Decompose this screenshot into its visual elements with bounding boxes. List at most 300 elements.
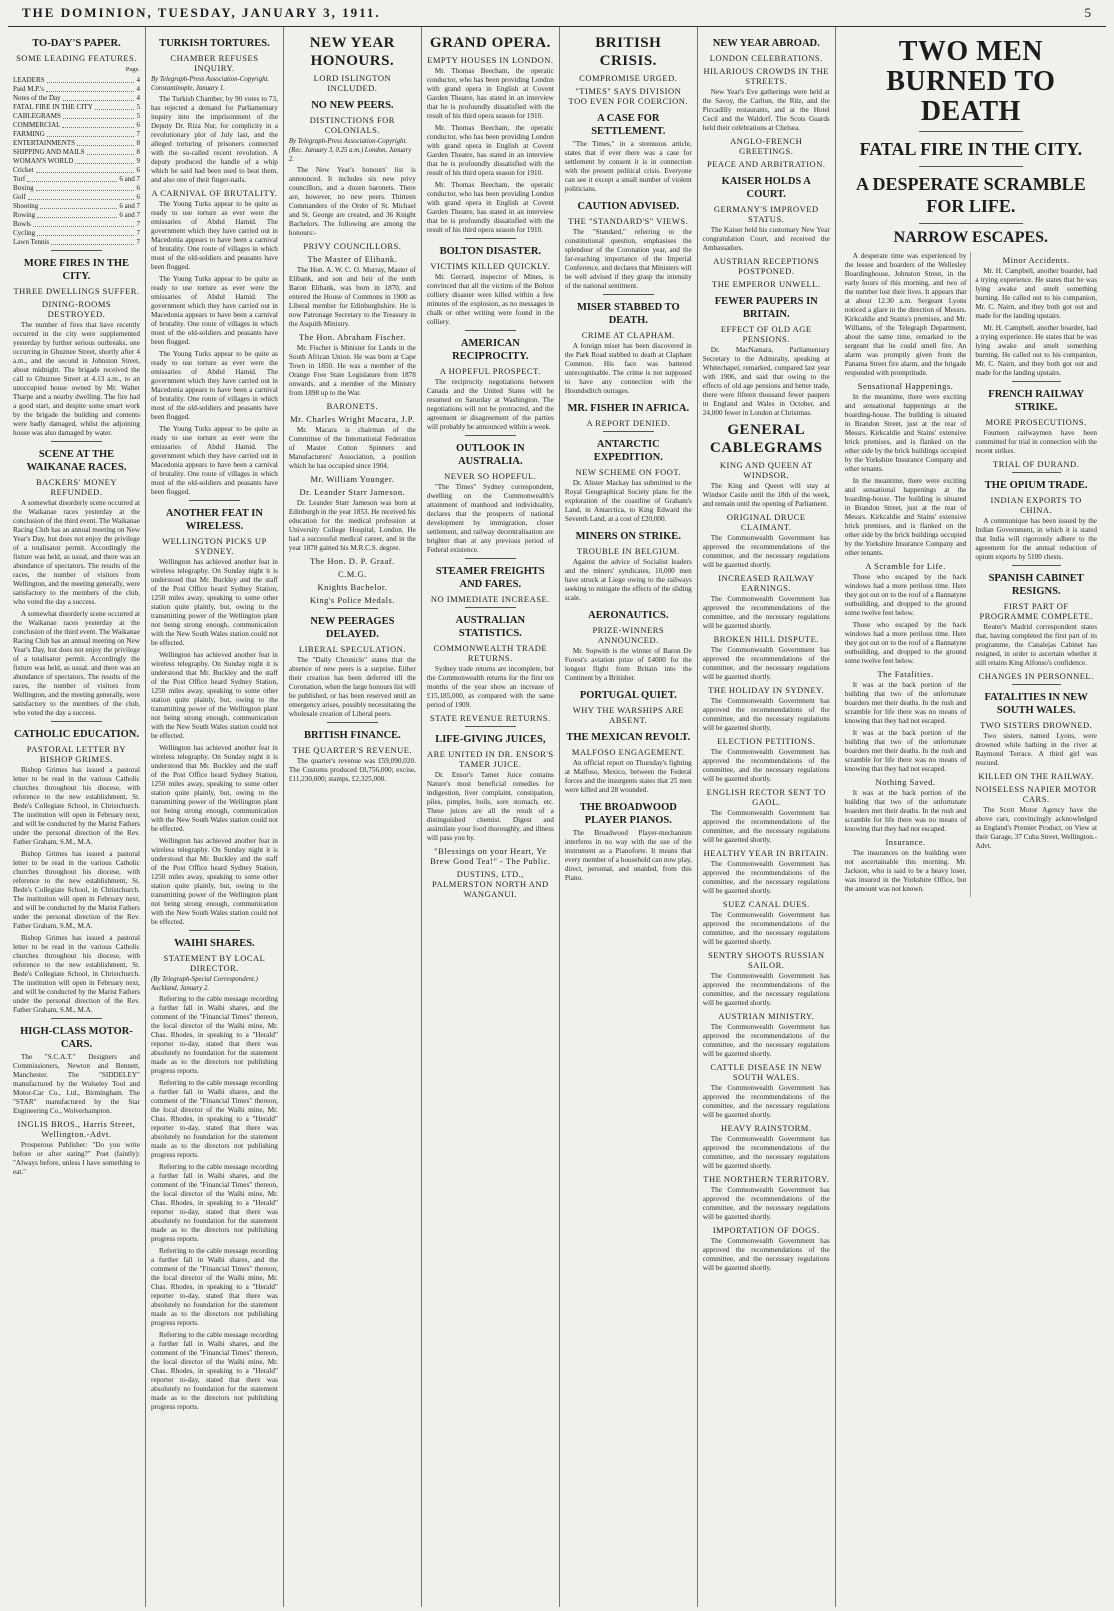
index-item-label: Golf <box>13 193 26 201</box>
cable-items <box>703 512 830 1273</box>
index-item <box>13 85 140 94</box>
fisher-title: MR. FISHER IN AFRICA. <box>567 403 690 414</box>
caution-body: The "Standard," referring to the constitutional question, emphasises the splendour of the Coronation year, and the far-reaching importance of the Imperial Conference, and declares that Ministers will be well advised if they grasp the intensity of the national sentiment. <box>564 228 692 290</box>
strike-body: Fourteen railwaymen have been committed for trial in connection with the recent strikes. <box>975 429 1097 455</box>
index-item-page: 6 <box>136 166 140 174</box>
catholic-body-2: Bishop Grimes has issued a pastoral letter to be read in the various Catholic churches throughout his diocese, with reference to the new establishment, St. Bede's Collegiate School, in Christchurch. The institution will open in February next, and will be conducted by the Marist Fathers under the personal direction of the Rev. Father Graham, S.M., M.A. <box>13 850 140 930</box>
cable-item-body: The Commonwealth Government has approved the recommendations of the committee, and the necessary regulations will be gazetted shortly. <box>702 1135 830 1170</box>
index-item <box>13 94 140 103</box>
peerages-body: The "Daily Chronicle" states that the absence of new peers is a surprise. Either their creation has been deferred till the Coronation, when the large honours list will be published, or has been reserved until an emergency arises, possibly necessitating the wholesale creation of Liberal peers. <box>288 656 416 718</box>
miser-sub: CRIME AT CLAPHAM. <box>581 330 675 340</box>
cable-item-body: The Commonwealth Government has approved the recommendations of the committee, and the necessary regulations will be gazetted shortly. <box>702 1237 830 1272</box>
index-dots <box>87 148 135 155</box>
masthead-title: THE DOMINION, TUESDAY, JANUARY 3, 1911. <box>22 5 381 20</box>
divider <box>465 726 516 727</box>
divider <box>189 500 240 501</box>
cable-item-heading: SUEZ CANAL DUES. <box>722 899 810 909</box>
honours-sub1: LORD ISLINGTON INCLUDED. <box>313 73 392 93</box>
index-item-page: 5 <box>136 112 140 120</box>
index-item <box>13 76 140 85</box>
fire-story-right <box>970 252 1101 897</box>
wireless-title: ANOTHER FEAT IN WIRELESS. <box>165 508 263 532</box>
fischer-body: Mr. Fischer is Minister for Lands in the South African Union. He was born at Cape Town in 1850. He was a member of the Orange Free State Legislature from 1878 onwards, and a member of the Ministry from 1898 up to the War. <box>288 344 416 397</box>
honours-sub2: NO NEW PEERS. <box>311 100 394 111</box>
columns <box>8 27 1106 1607</box>
divider <box>1012 565 1061 566</box>
motor-sign: INGLIS BROS., Harris Street, Wellington.-Advt. <box>17 1119 136 1139</box>
index-dots <box>62 121 134 128</box>
mexican-sub: MALFOSO ENGAGEMENT. <box>571 747 685 757</box>
finance-title: BRITISH FINANCE. <box>303 730 401 741</box>
fire-headline: TWO MEN BURNED TO DEATH <box>886 36 1056 127</box>
index-item-page: 8 <box>136 148 140 156</box>
general-body: The King and Queen will stay at Windsor Castle until the 18th of the week, and remain until the opening of Parliament. <box>702 482 830 508</box>
index-dots <box>63 94 135 101</box>
column-3 <box>284 27 422 1607</box>
miners-sub: TROUBLE IN BELGIUM. <box>576 546 680 556</box>
column-4 <box>422 27 560 1607</box>
page-number: 5 <box>1084 5 1092 20</box>
fire-body-f: The insurances on the building were not ascertainable this morning. Mr. Jackson, who is said to be a heavy loser, was insured in the Yorkshire Office, but the amount was not known. <box>844 849 967 893</box>
turkish-sub: CHAMBER REFUSES INQUIRY. <box>170 53 259 73</box>
index-dots <box>37 211 117 218</box>
minor-heading: Minor Accidents. <box>1002 255 1070 265</box>
index-dots <box>37 229 134 236</box>
index-item-label: Bowls <box>13 220 31 228</box>
divider <box>1012 684 1061 685</box>
todays-paper-title: TO-DAY'S PAPER. <box>32 38 121 49</box>
index-item-label: Shooting <box>13 202 39 210</box>
index-item <box>13 130 140 139</box>
kaiser-body: The Kaiser held his customary New Year congratulation Court, and received the Ambassadors. <box>702 226 830 252</box>
divider <box>603 431 654 432</box>
waihi-sub: STATEMENT BY LOCAL DIRECTOR. <box>163 953 266 973</box>
index-item-label: FATAL FIRE IN THE CITY <box>13 103 93 111</box>
index-dots <box>33 220 135 227</box>
index-item-label: Turf <box>13 175 26 183</box>
spanish-sub: FIRST PART OF PROGRAMME COMPLETE. <box>979 601 1093 621</box>
column-7 <box>836 27 1106 1607</box>
fire-story-columns <box>841 252 1101 897</box>
caution-sub: THE "STANDARD'S" VIEWS. <box>568 216 689 226</box>
fire-body-d: It was at the back portion of the building that two of the unfortunate boarders met their deaths. In the rush and scramble for life there was no means of knowing that they had not escaped. <box>844 681 967 725</box>
opera-body: Mr. Thomas Beecham, the operatic conductor, who has been providing London with grand opera in English at Covent Garden Theatre, has stated in an interview that he is profoundly dissatisfied with the result of his third opera season for 1910. <box>426 67 554 120</box>
cable-item-heading: BROKEN HILL DISPUTE. <box>713 634 819 644</box>
index-item-page: 4 <box>136 94 140 102</box>
newyear-sub2: HILARIOUS CROWDS IN THE STREETS. <box>703 66 829 86</box>
divider <box>919 131 1023 132</box>
waihi-byline: (By Telegraph-Special Correspondent.) Auckland, January 2. <box>150 976 258 992</box>
miser-title: MISER STABBED TO DEATH. <box>576 302 680 326</box>
index-item-label: COMMERCIAL <box>13 121 61 129</box>
napier-body: The Scott Motor Agency have the above cars, convincingly acknowledged as England's Premier Product, on View at their Garage, 37 Cuba Street, Wellington.-Advt. <box>975 806 1097 850</box>
catholic-sub: PASTORAL LETTER BY BISHOP GRIMES. <box>26 744 127 764</box>
divider <box>327 608 378 609</box>
victims-heading: The Fatalities. <box>877 669 934 679</box>
portugal-sub: WHY THE WARSHIPS ARE ABSENT. <box>572 705 684 725</box>
stats-sub: COMMONWEALTH TRADE RETURNS. <box>433 643 548 663</box>
index-item-page: 6 and 7 <box>119 211 140 219</box>
index-item <box>13 112 140 121</box>
wireless-body-4: Wellington has achieved another feat in wireless telegraphy. On Sunday night it is understood that Mr. Buckley and the staff of the Post Office heard Sydney Station, 1250 miles away, speaking to some other station quite plainly, but, owing to the transmitting power of the Wellington plant not being strong enough, communication with the New South Wales station could not be effected. <box>150 837 278 926</box>
races-sub: BACKERS' MONEY REFUNDED. <box>35 477 117 497</box>
honours-byline: By Telegraph-Press Association-Copyright. (Rec. January 3, 0.25 a.m.) London, January 2. <box>288 138 412 163</box>
austria-title: AUSTRIAN RECEPTIONS POSTPONED. <box>713 256 820 276</box>
stats-body: Sydney trade returns are incomplete, but the Commonwealth returns for the first ten months of the year show an increase of £15,185,000, as compared with the same period of 1909. <box>426 665 554 709</box>
finance-body: The quarter's revenue was £59,090,020. The Customs produced £8,756,000; excise, £11,230,000; stamps, £2,325,000. <box>288 757 416 783</box>
divider <box>51 441 102 442</box>
finance-sub: THE QUARTER'S REVENUE. <box>292 745 413 755</box>
index-item-page: 7 <box>136 238 140 246</box>
greetings-title: ANGLO-FRENCH GREETINGS. <box>730 136 803 156</box>
index-item-page: 7 <box>136 229 140 237</box>
fire-sub3: NARROW ESCAPES. <box>893 229 1049 246</box>
revenue-sub: STATE REVENUE RETURNS. <box>430 713 551 723</box>
bolton-title: BOLTON DISASTER. <box>439 246 542 257</box>
catholic-body: Bishop Grimes has issued a pastoral letter to be read in the various Catholic churches throughout his diocese, with reference to the new establishment, St. Bede's Collegiate School, in Christchurch. The institution will open in February next, and will be conducted by the Marist Fathers under the personal direction of the Rev. Father Graham, S.M., M.A. <box>13 766 140 846</box>
races-title: SCENE AT THE WAIKANAE RACES. <box>26 449 127 473</box>
bolton-body: Mr. Gerrard, inspector of Mines, is convinced that all the victims of the Bolton colliery disaster were killed within a few minutes of the explosion, as no messages in chalk or other writing were found in the colliery. <box>426 273 554 326</box>
cable-item-body: The Commonwealth Government has approved the recommendations of the committee, and the necessary regulations will be gazetted shortly. <box>702 972 830 1007</box>
index-item-page: 8 <box>136 139 140 147</box>
opium-sub: INDIAN EXPORTS TO CHINA. <box>990 495 1082 515</box>
cable-item-heading: ENGLISH RECTOR SENT TO GAOL. <box>706 787 826 807</box>
honours-title: NEW YEAR HONOURS. <box>309 35 396 69</box>
cable-item-heading: HEALTHY YEAR IN BRITAIN. <box>703 848 829 858</box>
younger-heading: Mr. William Younger. <box>310 474 395 484</box>
general-title: GENERAL CABLEGRAMS <box>709 422 823 456</box>
crisis-body: "The Times," in a strenuous article, states that if ever there was a case for settlement by consent it is in connection with the present political crisis. Everyone can see it except a small number of violent politicians. <box>564 140 692 193</box>
miners-body: Against the advice of Socialist leaders and the miners' syndicates, 10,000 men have struck at Liege owing to the railways seeking to mitigate the effects of the sliding scale. <box>564 558 692 602</box>
spanish-title: SPANISH CABINET RESIGNS. <box>988 573 1084 597</box>
waihi-body-4: Referring to the cable message recording a further fall in Waihi shares, and the comment of the "Financial Times" thereon, the local director of the Waihi mine, Mr. Chas. Rhodes, in speaking to a "Herald" reporter to-day, stated that there was absolutely no foundation for the statement made as to the directors not publishing progress reports. <box>150 1247 278 1327</box>
antarctic-sub: NEW SCHEME ON FOOT. <box>575 467 682 477</box>
kaiser-sub: GERMANY'S IMPROVED STATUS. <box>713 204 819 224</box>
index-item <box>13 175 140 184</box>
graaf-heading: The Hon. D. P. Graaf. <box>310 556 395 566</box>
cable-item-body: The Commonwealth Government has approved the recommendations of the committee, and the necessary regulations will be gazetted shortly. <box>702 534 830 569</box>
index-dots <box>63 112 135 119</box>
cable-item-body: The Commonwealth Government has approved the recommendations of the committee, and the necessary regulations will be gazetted shortly. <box>702 809 830 844</box>
index-item-page: 9 <box>136 157 140 165</box>
juices-title: LIFE-GIVING JUICES, <box>435 734 546 745</box>
general-sub: KING AND QUEEN AT WINDSOR. <box>719 460 813 480</box>
juices-body: Dr. Ensor's Tamer Juice contains Nature's most beneficial remedies for indigestion, liver complaint, constipation, piles, pimples, boils, sore stomach, etc. These juices are all the result of a distinguished chemist. Digest and assimilate your food thoroughly, and illness will pass you by. <box>426 771 554 842</box>
fire-body-b: In the meantime, there were exciting and sensational happenings at the boarding-house. The building is situated in Brandon Street, just at the rear of Messrs. Kirkcaldie and Stains' extensive brick premises, and is flanked on the other side by the brick buildings occupied by the Yorkshire Insurance Company and other tenants. <box>844 393 967 473</box>
macara-body: Mr. Macara is chairman of the Committee of the International Federation of Master Cotton Spinners and Manufacturers' Association, a position which he has occupied since 1904. <box>288 426 416 470</box>
index-item-label: ENTERTAINMENTS <box>13 139 76 147</box>
carnival-body-3: The Young Turks appear to be quite as ready to use torture as ever were the emissaries of Abdul Hamid. The government which they have carried out in Macedonia appears to have been a carnival of brutality. One route of villages in which most of the old-soldiers and peasants have been flogged. <box>150 350 278 421</box>
cable-item-body: The Commonwealth Government has approved the recommendations of the committee, and the necessary regulations will be gazetted shortly. <box>702 911 830 946</box>
index-item-label: CABLEGRAMS <box>13 112 61 120</box>
index-item-label: SHIPPING AND MAILS <box>13 148 85 156</box>
turkish-body: The Turkish Chamber, by 90 votes to 73, has rejected a demand for Parliamentary inquiry into the imprisonment of the Deputy Dr. Riza Nur, for complicity in a revolutionary plot of July last, and the alleged torturing of prisoners connected with the so-called recent revolution. A deputy produced the handle of a whip which he said had been used to beat them, and also one of their finger-nails. <box>150 95 278 184</box>
fire-story-left <box>841 252 971 897</box>
spanish-body: Reuter's Madrid correspondent states that, having completed the first part of its programme, the Canalejas Cabinet has resigned, in order to ascertain whether it still retains King Alfonso's confidence. <box>975 623 1097 667</box>
divider <box>51 1018 102 1019</box>
column-2 <box>146 27 284 1607</box>
fire-body-a: A desperate time was experienced by the lessee and boarders of the Wellesley Boardinghouse, Johnston Street, in the early hours of this morning, and two of the number lost their lives. It appears that at about 12.30 a.m. Sergeant Lyons noticed a glare in the direction of Messrs. Kirkcaldie and Stains's premises, and Mr. Williams, of the Telegraph Department, about the same time, remarked to the sergeant that he could smell fire. An alarm was promptly given from the Panama Street fire alarm, and the brigade responded with promptitude. <box>844 252 967 377</box>
index-page-header: Page. <box>125 66 140 73</box>
index-dots <box>36 166 135 173</box>
index-item-label: Rowing <box>13 211 36 219</box>
index-item-page: 7 <box>136 130 140 138</box>
quote: Prosperous Publisher: "Do you write before or after eating?" Poet (faintly): "Always before, unless I have something to eat." <box>13 1141 140 1176</box>
wireless-body-2: Wellington has achieved another feat in wireless telegraphy. On Sunday night it is understood that Mr. Buckley and the staff of the Post Office heard Sydney Station, 1250 miles away, speaking to some other station quite plainly, but, owing to the transmitting power of the Wellington plant not being strong enough, communication with the New South Wales station could not be effected. <box>150 651 278 740</box>
cable-item-heading: ORIGINAL DRUCE CLAIMANT. <box>726 512 806 532</box>
cable-item-body: The Commonwealth Government has approved the recommendations of the committee, and the necessary regulations will be gazetted shortly. <box>702 748 830 783</box>
paupers-body: Dr. MacNamara, Parliamentary Secretary to the Admiralty, speaking at Whitechapel, remarked, compared last year with 1906, and said that owing to the effects of old age pensions and better trade, there were fifteen thousand fewer paupers in England and Wales in October, and 24,000 fewer in London at Christmas. <box>702 346 830 417</box>
wireless-body: Wellington has achieved another feat in wireless telegraphy. On Sunday night it is understood that Mr. Buckley and the staff of the Post Office heard Sydney Station, 1250 miles away, speaking to some other station quite plainly, but, owing to the transmitting power of the Wellington plant not being strong enough, communication with the New South Wales station could not be effected. <box>150 558 278 647</box>
divider <box>603 294 654 295</box>
cable-item-heading: THE HOLIDAY IN SYDNEY. <box>708 685 825 695</box>
miser-body: A foreign miser has been discovered in the Park Road stabbed to death at Clapham Common. His face was battered unrecognisable. The crime is not supposed to have any connection with the Houndsditch outrages. <box>564 342 692 395</box>
austria-sub: THE EMPEROR UNWELL. <box>712 279 821 289</box>
cable-item-heading: AUSTRIAN MINISTRY. <box>718 1011 815 1021</box>
index-item-page: 5 <box>136 103 140 111</box>
nsw-body: Two sisters, named Lyons, were drowned while bathing in the river at Raymond Terrace. A third girl was rescued. <box>975 732 1097 767</box>
carnival-title: A CARNIVAL OF BRUTALITY. <box>151 188 278 198</box>
divider <box>919 166 1023 167</box>
opera-sub: EMPTY HOUSES IN LONDON. <box>427 55 554 65</box>
privy-heading: PRIVY COUNCILLORS. <box>303 241 402 251</box>
index-item <box>13 211 140 220</box>
index-dots <box>27 175 117 182</box>
divider <box>51 721 102 722</box>
greetings-sub: PEACE AND ARBITRATION. <box>707 159 826 169</box>
fire-body-c2: Those who escaped by the back windows had a more perilous time. Here they got out on to the roof of a Bannatyne outbuilding, and dropped to the ground some twelve feet below. <box>844 621 967 665</box>
waihi-body-3: Referring to the cable message recording a further fall in Waihi shares, and the comment of the "Financial Times" thereon, the local director of the Waihi mine, Mr. Chas. Rhodes, in speaking to a "Herald" reporter to-day, stated that there was absolutely no foundation for the statement made as to the directors not publishing progress reports. <box>150 1163 278 1243</box>
divider <box>465 330 516 331</box>
fire-body-b2: In the meantime, there were exciting and sensational happenings at the boarding-house. The building is situated in Brandon Street, just at the rear of Messrs. Kirkcaldie and Stains' extensive brick premises, and is flanked on the other side by the brick buildings occupied by the Yorkshire Insurance Company and other tenants. <box>844 477 967 557</box>
reciprocity-sub: A HOPEFUL PROSPECT. <box>439 366 541 376</box>
mexican-title: THE MEXICAN REVOLT. <box>566 732 691 743</box>
turkish-title: TURKISH TORTURES. <box>159 38 270 49</box>
divider <box>189 930 240 931</box>
cable-item-body: The Commonwealth Government has approved the recommendations of the committee, and the necessary regulations will be gazetted shortly. <box>702 595 830 630</box>
crisis-sub3: A CASE FOR SETTLEMENT. <box>591 113 666 137</box>
divider <box>919 223 1023 224</box>
aero-sub: PRIZE-WINNERS ANNOUNCED. <box>592 625 665 645</box>
antarctic-title: ANTARCTIC EXPEDITION. <box>593 439 663 463</box>
index-item <box>13 220 140 229</box>
index-dots <box>46 85 134 92</box>
fire-sub2: A DESPERATE SCRAMBLE FOR LIFE. <box>855 174 1086 216</box>
column-1 <box>8 27 146 1607</box>
durand-sub: TRIAL OF DURAND. <box>993 459 1080 469</box>
cable-item-body: The Commonwealth Government has approved the recommendations of the committee, and the necessary regulations will be gazetted shortly. <box>702 1186 830 1221</box>
index-item-label: WOMAN'S WORLD <box>13 157 74 165</box>
insurance-heading: Insurance. <box>885 837 926 847</box>
index-item-label: Cricket <box>13 166 34 174</box>
stats-title: AUSTRALIAN STATISTICS. <box>455 615 526 639</box>
portugal-title: PORTUGAL QUIET. <box>579 690 677 701</box>
paupers-title: FEWER PAUPERS IN BRITAIN. <box>714 296 818 320</box>
index-item-label: LEADERS <box>13 76 45 84</box>
aero-title: AERONAUTICS. <box>588 610 669 621</box>
cable-item-heading: ELECTION PETITIONS. <box>717 736 816 746</box>
index-item <box>13 202 140 211</box>
outlook-body: "The Times" Sydney correspondent, dwelling on the Commonwealth's attainment of manhood and individuality, declares that the prospects of national development by immigration, closer settlement, and railway decentralisation are brighter than at any previous period of Federal existence. <box>426 483 554 554</box>
waihi-title: WAIHI SHARES. <box>174 938 255 949</box>
opium-title: THE OPIUM TRADE. <box>984 480 1088 491</box>
freights-sub: NO IMMEDIATE INCREASE. <box>430 594 550 604</box>
index-dots <box>47 76 135 83</box>
fire-body-d2: It was at the back portion of the building that two of the unfortunate boarders met their deaths. In the rush and scramble for life there was no means of knowing that they had not escaped. <box>844 729 967 773</box>
todays-paper-subtitle: SOME LEADING FEATURES. <box>16 53 137 63</box>
elibank-heading: The Master of Elibank. <box>307 254 398 264</box>
index-list <box>13 76 140 247</box>
macara-heading: Mr. Charles Wright Macara, J.P. <box>290 414 415 424</box>
wireless-sub: WELLINGTON PICKS UP SYDNEY. <box>162 536 267 556</box>
wireless-body-3: Wellington has achieved another feat in wireless telegraphy. On Sunday night it is understood that Mr. Buckley and the staff of the Post Office heard Sydney Station, 1250 miles away, speaking to some other station quite plainly, but, owing to the transmitting power of the Wellington plant not being strong enough, communication with the New South Wales station could not be effected. <box>150 744 278 833</box>
divider <box>1012 472 1061 473</box>
index-item <box>13 238 140 247</box>
index-item-page: 6 <box>136 184 140 192</box>
divider <box>465 238 516 239</box>
knights-heading: Knights Bachelor. <box>317 582 388 592</box>
elibank-body: The Hon. A. W. C. O. Murray, Master of Elibank, and son and heir of the tenth Baron Elibank, was born in 1870, and entered the House of Commons in 1900 as Liberal member for Edinburghshire. He is now Patronage Secretary to the Treasury in the Asquith Ministry. <box>288 266 416 328</box>
crisis-title: BRITISH CRISIS. <box>595 35 662 69</box>
opera-title: GRAND OPERA. <box>429 35 551 51</box>
divider <box>465 558 516 559</box>
cable-item-body: The Commonwealth Government has approved the recommendations of the committee, and the necessary regulations will be gazetted shortly. <box>702 860 830 895</box>
motor-title: HIGH-CLASS MOTOR-CARS. <box>20 1026 133 1050</box>
divider <box>465 435 516 436</box>
waihi-body-5: Referring to the cable message recording a further fall in Waihi shares, and the comment of the "Financial Times" thereon, the local director of the Waihi mine, Mr. Chas. Rhodes, in speaking to a "Herald" reporter to-day, stated that there was absolutely no foundation for the statement made as to the directors not publishing progress reports. <box>150 1331 278 1411</box>
scramble-heading: A Scramble for Life. <box>865 561 946 571</box>
kaiser-title: KAISER HOLDS A COURT. <box>721 176 811 200</box>
cable-item-heading: IMPORTATION OF DOGS. <box>712 1225 820 1235</box>
divider <box>465 607 516 608</box>
paupers-sub: EFFECT OF OLD AGE PENSIONS. <box>720 324 812 344</box>
bolton-sub: VICTIMS KILLED QUICKLY. <box>430 261 551 271</box>
index-item-page: 6 and 7 <box>119 175 140 183</box>
newyear-title: NEW YEAR ABROAD. <box>712 38 820 49</box>
cable-item-heading: THE NORTHERN TERRITORY. <box>703 1174 830 1184</box>
carnival-body-2: The Young Turks appear to be quite as ready to use torture as ever were the emissaries of Abdul Hamid. The government which they have carried out in Macedonia appears to have been a carnival of brutality. One route of villages in which most of the old-soldiers and peasants have been flogged. <box>150 275 278 346</box>
cable-item-body: The Commonwealth Government has approved the recommendations of the committee, and the necessary regulations will be gazetted shortly. <box>702 1084 830 1119</box>
reciprocity-title: AMERICAN RECIPROCITY. <box>452 338 529 362</box>
juices-sub: ARE UNITED IN DR. ENSOR'S TAMER JUICE. <box>427 749 554 769</box>
crisis-sub2: "TIMES" SAYS DIVISION TOO EVEN FOR COERCION. <box>568 86 689 106</box>
index-item-label: Lawn Tennis <box>13 238 50 246</box>
piano-body: The Broadwood Player-mechanism interferes in no way with the use of the instrument as a Pianoforte. It means that every member of a household can now play, direct, personal, and unaided, from this Piano. <box>564 829 692 882</box>
motor-body: The "S.C.A.T." Designers and Commissioners, Newton and Bennett, Manchester. The "SIDDELEY" manufactured by the Wolseley Tool and Motor-Car Co., Ltd., Birmingham. The "STAR" manufactured by the Star Engineering Co., Wolverhampton. <box>13 1053 140 1115</box>
carnival-body: The Young Turks appear to be quite as ready to use torture as ever were the emissaries of Abdul Hamid. The government which they have carried out in Macedonia appears to have been a carnival of brutality. One route of villages in which most of the old-soldiers and peasants have been flogged. <box>150 200 278 271</box>
divider <box>51 250 102 251</box>
baronets-heading: BARONETS. <box>326 401 379 411</box>
cable-item-body: The Commonwealth Government has approved the recommendations of the committee, and the necessary regulations will be gazetted shortly. <box>702 646 830 681</box>
index-item-label: Boxing <box>13 184 34 192</box>
index-item-page: 4 <box>136 76 140 84</box>
index-dots <box>47 130 135 137</box>
antarctic-body: Dr. Alister Mackay has submitted to the Royal Geographical Society plans for the exploration of the coastline of Graham's Land, in Antarctica, to King Edward the Seventh Land, at a cost of £20,000. <box>564 479 692 523</box>
strike-title: FRENCH RAILWAY STRIKE. <box>988 389 1085 413</box>
index-item-page: 4 <box>136 85 140 93</box>
cmg-heading: C.M.G. <box>338 569 367 579</box>
index-item <box>13 229 140 238</box>
races-body-2: A somewhat disorderly scene occurred at the Waikanae races yesterday at the conclusion of the third event. The Waikanae Racing Club has an annual meeting on New Year's Day, but does not enjoy the privilege of a totalisator permit. Accordingly the fixture was held, as usual, and there was an abundance of spectators. The results of the races, the number of visitors from Wellington, and the meeting generally, were satisfactory to the members of the club, who voted the day a success. <box>13 610 140 717</box>
honours-sub3: DISTINCTIONS FOR COLONIALS. <box>309 115 395 135</box>
cable-item-body: The Commonwealth Government has approved the recommendations of the committee, and the necessary regulations will be gazetted shortly. <box>702 1023 830 1058</box>
index-item-page: 6 <box>136 121 140 129</box>
miners-title: MINERS ON STRIKE. <box>575 531 681 542</box>
waihi-body: Referring to the cable message recording a further fall in Waihi shares, and the comment of the "Financial Times" thereon, the local director of the Waihi mine, Mr. Chas. Rhodes, in speaking to a "Herald" reporter to-day, stated that there was absolutely no foundation for the statement made as to the directors not publishing progress reports. <box>150 995 278 1075</box>
cable-item-heading: HEAVY RAINSTORM. <box>720 1123 812 1133</box>
index-dots <box>77 139 134 146</box>
strike-sub: MORE PROSECUTIONS. <box>985 417 1087 427</box>
fire-body-d3: It was at the back portion of the building that two of the unfortunate boarders met their deaths. In the rush and scramble for life there was no means of knowing that they had not escaped. <box>844 789 967 833</box>
fire-body-e2: Mr. H. Campbell, another boarder, had a trying experience. He states that he was lying awake and smelt something burning. He called out to his companion, Mr. C. Nairn, and they both got out and made for the landing upstairs. <box>975 324 1097 377</box>
catholic-title: CATHOLIC EDUCATION. <box>13 729 139 740</box>
catholic-body-3: Bishop Grimes has issued a pastoral letter to be read in the various Catholic churches throughout his diocese, with reference to the new establishment, St. Bede's Collegiate School, in Christchurch. The institution will open in February next, and will be conducted by the Marist Fathers under the personal direction of the Rev. Father Graham, S.M., M.A. <box>13 934 140 1014</box>
waihi-body-2: Referring to the cable message recording a further fall in Waihi shares, and the comment of the "Financial Times" thereon, the local director of the Waihi mine, Mr. Chas. Rhodes, in speaking to a "Herald" reporter to-day, stated that there was absolutely no foundation for the statement made as to the directors not publishing progress reports. <box>150 1079 278 1159</box>
carnival-body-4: The Young Turks appear to be quite as ready to use torture as ever were the emissaries of Abdul Hamid. The government which they have carried out in Macedonia appears to have been a carnival of brutality. One route of villages in which most of the old-soldiers and peasants have been flogged. <box>150 425 278 496</box>
cable-item-body: The Commonwealth Government has approved the recommendations of the committee, and the necessary regulations will be gazetted shortly. <box>702 697 830 732</box>
index-dots <box>75 157 134 164</box>
fires-sub: THREE DWELLINGS SUFFER. <box>13 286 140 296</box>
index-item <box>13 148 140 157</box>
peerages-title: NEW PEERAGES DELAYED. <box>310 616 395 640</box>
index-item <box>13 103 140 112</box>
masthead <box>8 0 1106 27</box>
newyear-body: New Year's Eve gatherings were held at the Savoy, the Carlton, the Ritz, and the Piccadilly restaurants, and at the Hotel Cecil and the Waldorf. The Scots Guards held their celebrations at Chelsea. <box>702 88 830 132</box>
opera-body-3: Mr. Thomas Beecham, the operatic conductor, who has been providing London with grand opera in English at Covent Garden Theatre, has stated in an interview that he is profoundly dissatisfied with the result of his third opera season for 1910. <box>426 181 554 234</box>
opium-body: A communique has been issued by the Indian Government, in which it is stated that India will rigorously adhere to the agreement for the annual reduction of opium exports by 5100 chests. <box>975 517 1097 561</box>
divider <box>1012 381 1061 382</box>
index-item-page: 6 and 7 <box>119 202 140 210</box>
napier-sub: NOISELESS NAPIER MOTOR CARS. <box>975 784 1097 804</box>
index-item <box>13 121 140 130</box>
column-6 <box>698 27 836 1607</box>
nsw-title: FATALITIES IN NEW SOUTH WALES. <box>984 692 1088 716</box>
cable-item-heading: INCREASED RAILWAY EARNINGS. <box>718 573 815 593</box>
railway-sub: KILLED ON THE RAILWAY. <box>978 771 1094 781</box>
fires-sub2: DINING-ROOMS DESTROYED. <box>41 299 112 319</box>
changes-sub: CHANGES IN PERSONNEL. <box>978 671 1094 681</box>
index-dots <box>40 202 117 209</box>
honours-body: The New Year's honours' list is announced. It includes six new privy councillors, and a dozen baronets. There are, however, no new peers. Thirteen Commanders of the Order of St. Michael and St. George are created, and 36 Knight Bachelors. The following are among the honours:- <box>288 166 416 237</box>
peerages-sub: LIBERAL SPECULATION. <box>298 644 406 654</box>
sensational-heading: Sensational Happenings. <box>857 381 954 391</box>
index-item-label: Paid M.P.'s <box>13 85 45 93</box>
fire-sub: FATAL FIRE IN THE CITY. <box>859 139 1083 159</box>
index-item-page: 6 <box>136 193 140 201</box>
index-dots <box>51 238 134 245</box>
column-5 <box>560 27 698 1607</box>
dustins: DUSTINS, LTD., PALMERSTON NORTH AND WANGANUI. <box>431 869 549 899</box>
fischer-heading: The Hon. Abraham Fischer. <box>299 332 406 342</box>
police-heading: King's Police Medals. <box>309 595 395 605</box>
index-dots <box>95 103 135 110</box>
cable-item-heading: SENTRY SHOOTS RUSSIAN SAILOR. <box>708 950 825 970</box>
nothing-saved-heading: Nothing Saved. <box>875 777 936 787</box>
cable-item-heading: CATTLE DISEASE IN NEW SOUTH WALES. <box>710 1062 823 1082</box>
outlook-title: OUTLOOK IN AUSTRALIA. <box>456 443 525 467</box>
fisher-sub: A REPORT DENIED. <box>586 418 671 428</box>
index-item <box>13 193 140 202</box>
index-dots <box>36 184 135 191</box>
aero-body: Mr. Sopwith is the winner of Baron De Forest's aviation prize of £4000 for the longest flight from Britain into the Continent by a Britisher. <box>564 647 692 682</box>
newyear-sub: LONDON CELEBRATIONS. <box>709 53 823 63</box>
races-body: A somewhat disorderly scene occurred at the Waikanae races yesterday at the conclusion of the third event. The Waikanae Racing Club has an annual meeting on New Year's Day, but does not enjoy the privilege of a totalisator permit. Accordingly the fixture was held, as usual, and there was an abundance of spectators. The results of the races, the number of visitors from Wellington, and the meeting generally, were satisfactory to the members of the club, who voted the day a success. <box>13 499 140 606</box>
index-item-label: FARMING <box>13 130 45 138</box>
fire-body-e: Mr. H. Campbell, another boarder, had a trying experience. He states that he was lying awake and smelt something burning. He called out to his companion, Mr. C. Nairn, and they both got out and made for the landing upstairs. <box>975 267 1097 320</box>
index-item-page: 7 <box>136 220 140 228</box>
fires-title: MORE FIRES IN THE CITY. <box>23 258 130 282</box>
jameson-heading: Dr. Leander Starr Jameson. <box>299 487 406 497</box>
